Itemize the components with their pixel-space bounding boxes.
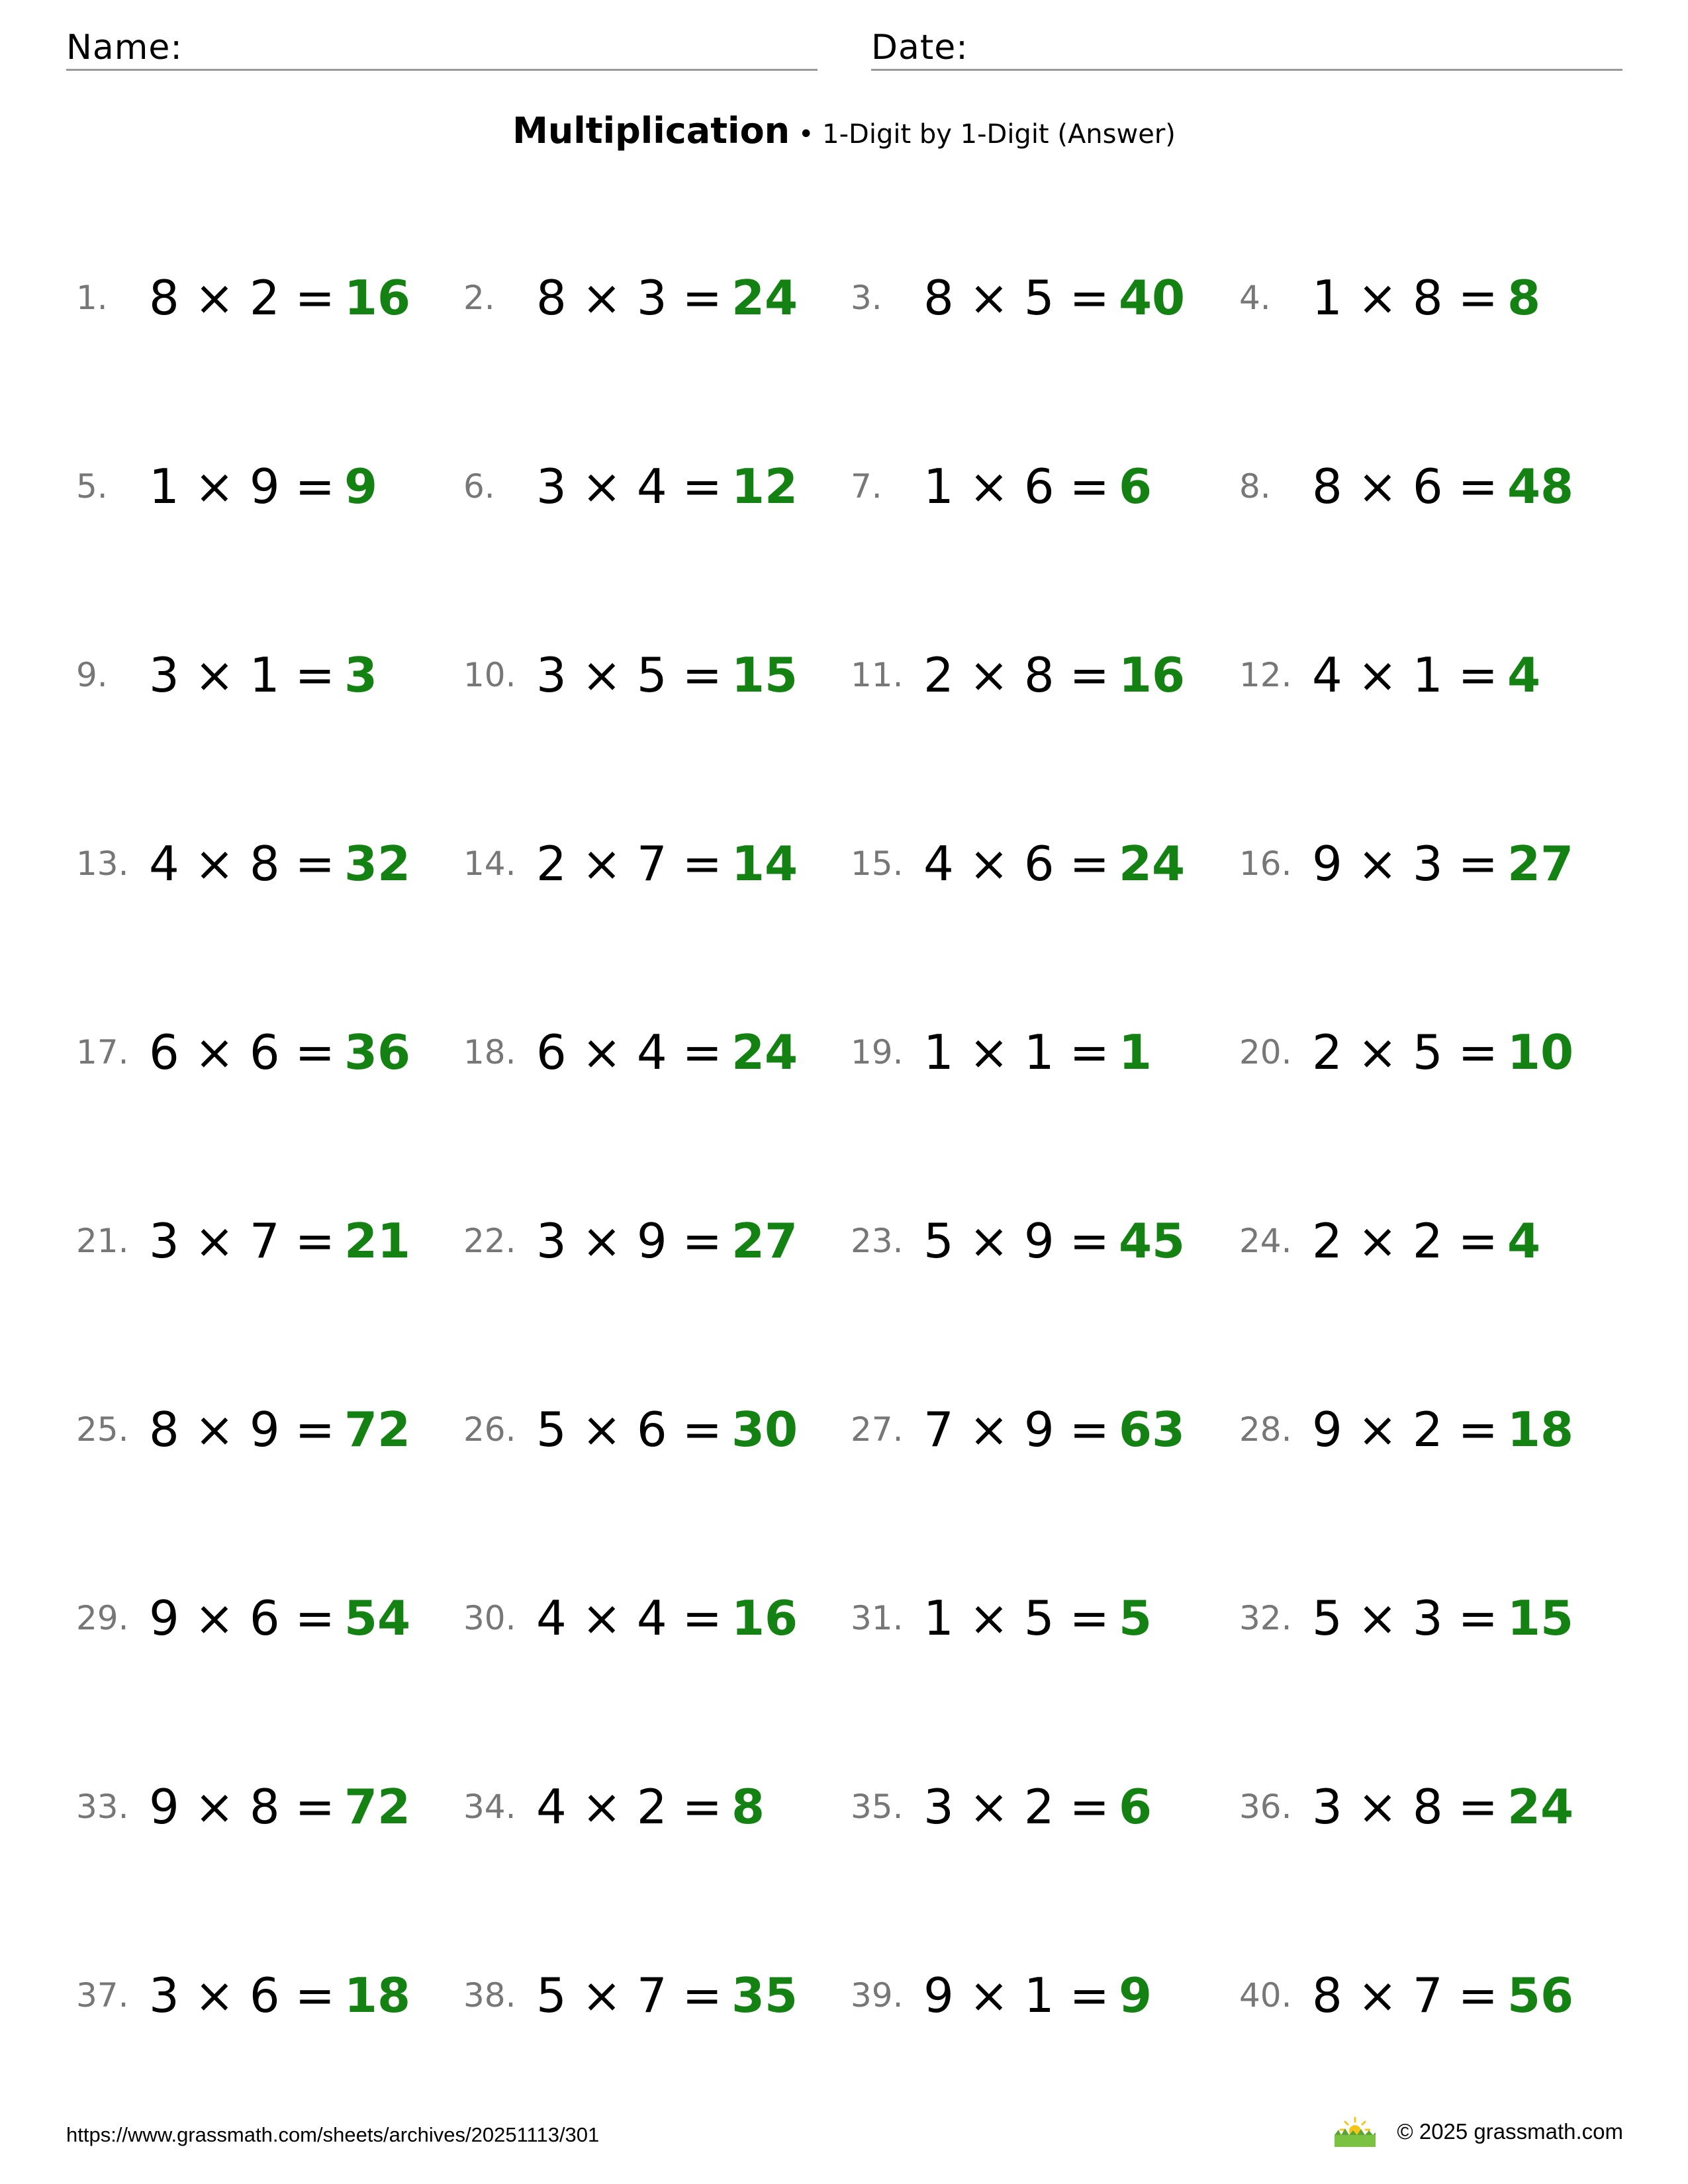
problem-item (76, 1188, 410, 1294)
problem-answer: 3 (344, 647, 378, 703)
problem-expression: 1 × 5 = (923, 1590, 1109, 1646)
problem-answer: 16 (344, 270, 411, 326)
problem-answer: 8 (1507, 270, 1541, 326)
problem-answer: 56 (1507, 1968, 1574, 2023)
problem-item (851, 811, 1185, 917)
problem-expression: 8 × 7 = (1312, 1968, 1498, 2023)
problem-item (463, 1565, 798, 1671)
problem-number: 27. (851, 1410, 904, 1449)
problem-expression: 3 × 8 = (1312, 1779, 1498, 1835)
problem-item (463, 1377, 798, 1482)
problem-expression: 9 × 1 = (923, 1968, 1109, 2023)
problem-number: 18. (463, 1033, 516, 1071)
problem-expression: 7 × 9 = (923, 1402, 1109, 1457)
problem-item (851, 1188, 1185, 1294)
problem-number: 7. (851, 467, 882, 506)
problem-answer: 4 (1507, 647, 1541, 703)
problem-answer: 8 (731, 1779, 765, 1835)
problem-number: 11. (851, 656, 904, 694)
problem-item (851, 999, 1152, 1105)
problem-item (1239, 622, 1540, 728)
problem-item (76, 433, 377, 539)
problem-expression: 4 × 8 = (149, 836, 335, 891)
problem-answer: 72 (344, 1402, 411, 1457)
problem-answer: 30 (731, 1402, 798, 1457)
problem-answer: 18 (344, 1968, 411, 2023)
problem-item (463, 245, 798, 351)
problem-number: 13. (76, 844, 129, 883)
problem-expression: 3 × 6 = (149, 1968, 335, 2023)
problem-item (1239, 1565, 1573, 1671)
problem-expression: 8 × 3 = (536, 270, 722, 326)
problem-expression: 2 × 8 = (923, 647, 1109, 703)
problem-number: 35. (851, 1788, 904, 1826)
problem-answer: 10 (1507, 1024, 1574, 1080)
problem-number: 16. (1239, 844, 1292, 883)
problem-expression: 8 × 5 = (923, 270, 1109, 326)
problem-number: 1. (76, 279, 108, 317)
problem-expression: 1 × 6 = (923, 459, 1109, 514)
problem-answer: 21 (344, 1213, 411, 1269)
problem-expression: 8 × 9 = (149, 1402, 335, 1457)
problem-item (463, 433, 798, 539)
title-main: Multiplication (512, 110, 790, 152)
problem-item (1239, 245, 1540, 351)
problem-expression: 8 × 6 = (1312, 459, 1498, 514)
problem-item (1239, 999, 1573, 1105)
problem-number: 38. (463, 1976, 516, 2015)
problem-answer: 72 (344, 1779, 411, 1835)
problem-item (76, 811, 410, 917)
problem-number: 32. (1239, 1599, 1292, 1637)
problem-item (76, 1377, 410, 1482)
problem-number: 14. (463, 844, 516, 883)
problem-number: 29. (76, 1599, 129, 1637)
problem-expression: 4 × 1 = (1312, 647, 1498, 703)
problem-expression: 1 × 8 = (1312, 270, 1498, 326)
problem-answer: 48 (1507, 459, 1574, 514)
problem-expression: 9 × 6 = (149, 1590, 335, 1646)
problem-expression: 2 × 5 = (1312, 1024, 1498, 1080)
problem-expression: 5 × 9 = (923, 1213, 1109, 1269)
problem-answer: 12 (731, 459, 798, 514)
problem-number: 20. (1239, 1033, 1292, 1071)
problem-answer: 9 (344, 459, 378, 514)
problem-answer: 27 (1507, 836, 1574, 891)
problem-number: 17. (76, 1033, 129, 1071)
problem-expression: 4 × 2 = (536, 1779, 722, 1835)
problem-item (463, 1942, 798, 2048)
problem-item (76, 1942, 410, 2048)
problem-number: 33. (76, 1788, 129, 1826)
problem-expression: 4 × 4 = (536, 1590, 722, 1646)
problem-number: 39. (851, 1976, 904, 2015)
problem-number: 3. (851, 279, 882, 317)
problem-item (76, 622, 377, 728)
problem-answer: 15 (1507, 1590, 1574, 1646)
problem-number: 40. (1239, 1976, 1292, 2015)
name-field[interactable] (66, 21, 818, 71)
problem-expression: 5 × 7 = (536, 1968, 722, 2023)
problem-answer: 63 (1118, 1402, 1186, 1457)
title-subtitle: 1-Digit by 1-Digit (Answer) (822, 119, 1176, 150)
problem-answer: 32 (344, 836, 411, 891)
problem-item (851, 1377, 1185, 1482)
problem-item (76, 1565, 410, 1671)
problem-number: 19. (851, 1033, 904, 1071)
problem-expression: 3 × 4 = (536, 459, 722, 514)
problem-expression: 2 × 2 = (1312, 1213, 1498, 1269)
problem-answer: 24 (1507, 1779, 1574, 1835)
problem-expression: 3 × 1 = (149, 647, 335, 703)
problem-number: 5. (76, 467, 108, 506)
problem-item (76, 999, 410, 1105)
problem-answer: 6 (1118, 1779, 1152, 1835)
problem-item (463, 1188, 798, 1294)
problem-expression: 2 × 7 = (536, 836, 722, 891)
problem-expression: 1 × 1 = (923, 1024, 1109, 1080)
problem-number: 36. (1239, 1788, 1292, 1826)
problem-answer: 36 (344, 1024, 411, 1080)
problem-answer: 18 (1507, 1402, 1574, 1457)
problem-answer: 35 (731, 1968, 798, 2023)
problem-answer: 24 (1118, 836, 1186, 891)
problem-expression: 6 × 6 = (149, 1024, 335, 1080)
problem-item (851, 245, 1185, 351)
problem-number: 31. (851, 1599, 904, 1637)
problem-expression: 3 × 2 = (923, 1779, 1109, 1835)
problem-answer: 4 (1507, 1213, 1541, 1269)
problem-number: 8. (1239, 467, 1271, 506)
problem-expression: 4 × 6 = (923, 836, 1109, 891)
problem-item (463, 622, 798, 728)
problem-number: 21. (76, 1222, 129, 1260)
problem-expression: 5 × 6 = (536, 1402, 722, 1457)
problem-expression: 9 × 2 = (1312, 1402, 1498, 1457)
copyright-text: © 2025 grassmath.com (1397, 2119, 1623, 2144)
date-label: Date: (871, 28, 968, 68)
problem-number: 10. (463, 656, 516, 694)
problem-answer: 14 (731, 836, 798, 891)
problem-number: 37. (76, 1976, 129, 2015)
problem-number: 22. (463, 1222, 516, 1260)
problem-expression: 1 × 9 = (149, 459, 335, 514)
problem-number: 26. (463, 1410, 516, 1449)
worksheet-title (0, 105, 1688, 161)
problem-expression: 9 × 3 = (1312, 836, 1498, 891)
footer-brand (1324, 2115, 1623, 2148)
problem-item (1239, 433, 1573, 539)
problem-item (1239, 811, 1573, 917)
problem-item (463, 999, 798, 1105)
problem-number: 9. (76, 656, 108, 694)
problem-item (1239, 1377, 1573, 1482)
problem-item (851, 1754, 1152, 1860)
problem-item (76, 1754, 410, 1860)
problem-answer: 27 (731, 1213, 798, 1269)
problem-answer: 24 (731, 270, 798, 326)
problem-expression: 3 × 5 = (536, 647, 722, 703)
problem-expression: 3 × 7 = (149, 1213, 335, 1269)
problem-number: 2. (463, 279, 495, 317)
problem-item (1239, 1942, 1573, 2048)
problem-item (851, 433, 1152, 539)
problem-number: 25. (76, 1410, 129, 1449)
problem-expression: 3 × 9 = (536, 1213, 722, 1269)
problem-expression: 8 × 2 = (149, 270, 335, 326)
problem-number: 30. (463, 1599, 516, 1637)
grassmath-logo-icon (1332, 2115, 1378, 2148)
problem-number: 12. (1239, 656, 1292, 694)
problem-item (851, 1942, 1152, 2048)
problem-answer: 16 (1118, 647, 1186, 703)
problem-expression: 9 × 8 = (149, 1779, 335, 1835)
problem-answer: 54 (344, 1590, 411, 1646)
problem-number: 15. (851, 844, 904, 883)
title-separator: • (790, 119, 823, 150)
problem-answer: 6 (1118, 459, 1152, 514)
problem-item (463, 811, 798, 917)
problem-item (1239, 1754, 1573, 1860)
problem-number: 34. (463, 1788, 516, 1826)
problem-item (463, 1754, 765, 1860)
problem-answer: 15 (731, 647, 798, 703)
problem-answer: 16 (731, 1590, 798, 1646)
problem-answer: 1 (1118, 1024, 1152, 1080)
problem-number: 28. (1239, 1410, 1292, 1449)
problem-answer: 40 (1118, 270, 1186, 326)
name-label: Name: (66, 28, 183, 68)
problem-answer: 9 (1118, 1968, 1152, 2023)
problem-expression: 5 × 3 = (1312, 1590, 1498, 1646)
problem-number: 24. (1239, 1222, 1292, 1260)
problem-number: 6. (463, 467, 495, 506)
problem-answer: 5 (1118, 1590, 1152, 1646)
problem-item (851, 1565, 1152, 1671)
problem-number: 4. (1239, 279, 1271, 317)
footer-url[interactable]: https://www.grassmath.com/sheets/archives/20251113/301 (66, 2123, 600, 2146)
problem-item (76, 245, 410, 351)
problem-item (1239, 1188, 1540, 1294)
problem-item (851, 622, 1185, 728)
problem-expression: 6 × 4 = (536, 1024, 722, 1080)
problem-number: 23. (851, 1222, 904, 1260)
date-field[interactable] (871, 21, 1622, 71)
problem-answer: 24 (731, 1024, 798, 1080)
problem-answer: 45 (1118, 1213, 1186, 1269)
